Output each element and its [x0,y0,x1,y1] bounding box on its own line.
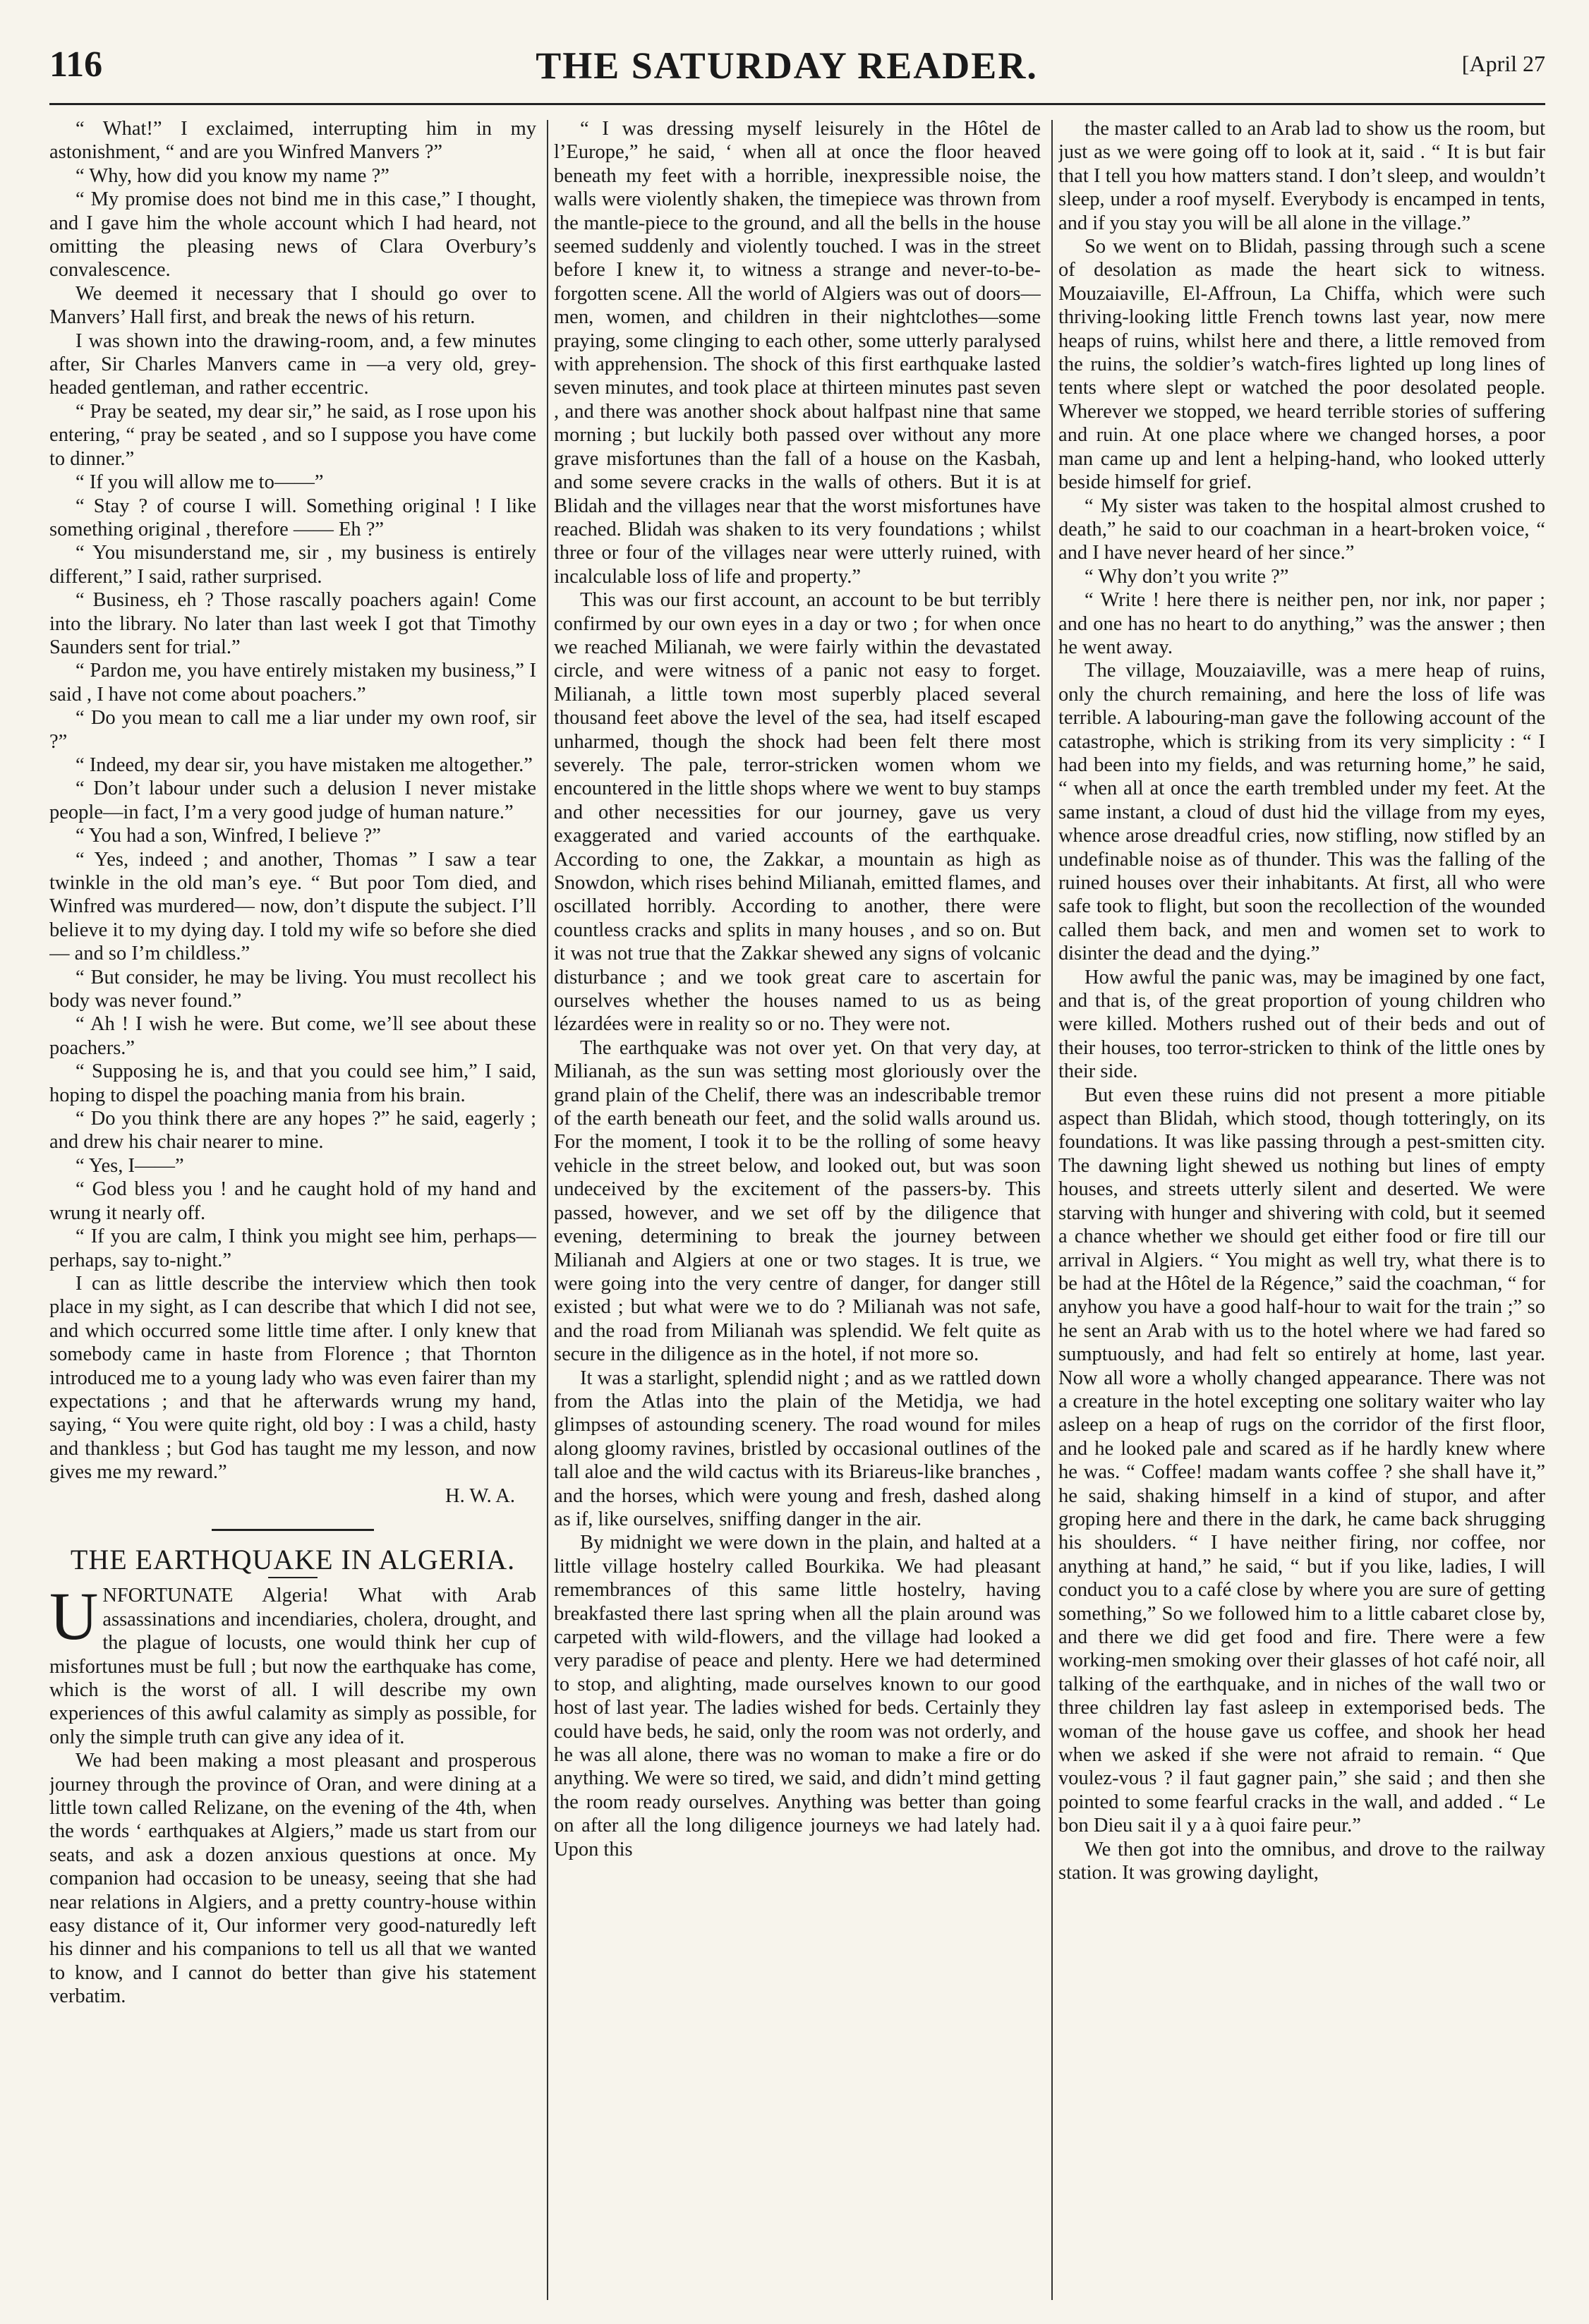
paragraph: By midnight we were down in the plain, and halted at a little village hostelry called Bourkika. We had pleasant remembrances of this same little hostelry, having breakfasted there last spring when all the plain around was carpeted with wild-flowers, and the village had looked a very paradise of peace and plenty. Here we had determined to stop, and alighting, made ourselves known to our good host of last year. The ladies wished for beds. Certainly they could have beds, he said, only the room was not orderly, and he was all alone, there was no woman to make a fire or do anything. We were so tired, we said, and didn’t mind getting the room ready ourselves. Anything was better than going on after all the long diligence journeys we had lately had. Upon this [554,1532,1041,1860]
paragraph: “ I was dressing myself leisurely in the Hôtel de l’Europe,” he said, ‘ when all at once the floor heaved beneath my feet with a horrible, inexpressible noise, the walls were violently shaken, the timepiece was thrown from the mantle-piece to the ground, and all the bells in the house seemed suddenly and violently touched. I was in the street before I knew it, to witness a strange and never-to-be-forgotten scene. All the world of Algiers was out of doors—men, women, and children in their nightclothes—some praying, some clinging to each other, some utterly paralysed with apprehension. The shock of this first earthquake lasted seven minutes, and took place at thirteen minutes past seven , and there was another shock about halfpast nine that same morning ; but luckily both passed over without any more grave misfortunes than the fall of a house on the Kasbah, and some severe cracks in the walls of others. But it is at Blidah and the villages near that the worst misfortunes have reached. Blidah was shaken to its very foundations ; whilst three or four of the villages near were utterly ruined, with incalculable loss of life and property.” [554,118,1041,588]
paragraph: “ But consider, he may be living. You must recollect his body was never found.” [49,966,536,1012]
paragraph: “ Do you think there are any hopes ?” he said, eagerly ; and drew his chair nearer to mine. [49,1108,536,1154]
paragraph: We had been making a most pleasant and prosperous journey through the province of Oran, and were dining at a little town called Relizane, on the evening of the 4th, when the words ‘ earthquakes at Algiers,” made us start from our seats, and ask a dozen anxious questions at once. My companion had occasion to be uneasy, seeing that she had near relations in Algiers, and a pretty country-house within easy distance of it, Our informer very good-naturedly left his dinner and his companions to tell us all that we wanted to know, and I cannot do better than give his statement verbatim. [49,1750,536,2008]
paragraph: “ If you are calm, I think you might see him, perhaps—perhaps, say to-night.” [49,1225,536,1271]
paragraph: The earthquake was not over yet. On that very day, at Milianah, as the sun was setting most gloriously over the grand plain of the Chelif, there was an indescribable tremor of the earth beneath our feet, and the solid walls around us. For the moment, I took it to be the rolling of some heavy vehicle in the street below, and looked out, but was soon undeceived by the excitement of the passers-by. This passed, however, and we set off by the diligence that evening, determining to break the journey between Milianah and Algiers at one or two stages. It is true, we were going into the very centre of danger, for danger still existed ; but what were we to do ? Milianah was not safe, and the road from Milianah was splendid. We felt quite as secure in the diligence as in the hotel, if not more so. [554,1036,1041,1366]
paragraph: “ Ah ! I wish he were. But come, we’ll see about these poachers.” [49,1013,536,1059]
paragraph: “ God bless you ! and he caught hold of my hand and wrung it nearly off. [49,1178,536,1224]
article-title: THE EARTHQUAKE IN ALGERIA. [70,1543,516,1575]
paragraph: The village, Mouzaiaville, was a mere heap of ruins, only the church remaining, and here the loss of life was terrible. A labouring-man gave the following account of the catastrophe, which is striking from its very simplicity : “ I had been into my fields, and was returning home,” he said, “ when all at once the earth trembled under my feet. At the same instant, a cloud of dust hid the village from my eyes, whence arose dreadful cries, now stifling, now stifled by an undefinable noise as of thunder. This was the falling of the ruined houses over their inhabitants. At first, all who were safe took to flight, but soon the recollection of the wounded called them back, and men and women set to work to disinter the dead and the dying.” [1058,660,1545,965]
column-1 [49,117,536,2304]
paragraph: “ Yes, indeed ; and another, Thomas ” I saw a tear twinkle in the old man’s eye. “ But poor Tom died, and Winfred was murdered— now, don’t dispute the subject. I’ll believe it to my dying day. I told my wife so before she died— and so I’m childless.” [49,848,536,965]
paragraph: “ My sister was taken to the hospital almost crushed to death,” he said to our coachman in a heart-broken voice, “ and I have never heard of her since.” [1058,495,1545,564]
paragraph: “ If you will allow me to——” [75,471,324,494]
paragraph: “ Why don’t you write ?” [1084,565,1289,588]
page-number: 116 [49,44,103,85]
column-2 [554,117,1041,2304]
paragraph: “ Stay ? of course I will. Something original ! I like something original , therefore —— Eh ?” [49,495,536,540]
paragraph: I can as little describe the interview which then took place in my sight, as I can describe that which I did not see, and which occurred some little time after. I only knew that somebody came in haste from Florence ; that Thornton introduced me to a young lady who was even fairer than my expectations ; and that he afterwards wrung my hand, saying, “ You were quite right, old boy : I was a child, hasty and thankless ; but God has taught me my lesson, and now gives me my reward.” [49,1272,536,1484]
column-divider [547,120,548,2300]
header-rule [49,103,1545,105]
paragraph: “ Why, how did you know my name ?” [75,164,389,187]
article-lead-text: NFORTUNATE Algeria! What with Arab assassinations and incendiaries, cholera, drought, and the plague of locusts, one would think her cup of misfortunes must be full ; but now the earthquake has come, which is the worst of all. I will describe my own experiences of this awful calamity as simply as possible, for only the simple truth can give any idea of it. [49,1585,536,1748]
paragraph: “ You misunderstand me, sir , my business is entirely different,” I said, rather surprised. [49,542,536,588]
paragraph: But even these ruins did not present a more pitiable aspect than Blidah, which stood, though totteringly, on its foundations. It was like passing through a pest-smitten city. The dawning light shewed us nothing but lines of empty houses, and streets utterly silent and deserted. We were starving with hunger and shivering with cold, but it seemed a chance whether we should get either food or fire till our arrival in Algiers. “ You might as well try, what there is to be had at the Hôtel de la Régence,” said the coachman, “ for anyhow you have a good half-hour to wait for the train ;” so he sent an Arab with us to the hotel where we had fared so sumptuously, and had felt so entirely at home, last year. Now all wore a wholly changed appearance. There was not a creature in the hotel excepting one solitary waiter who lay asleep on a heap of rugs on the corridor of the first floor, and he looked pale and scared as if he hardly knew where he was. “ Coffee! madam wants coffee ? she shall have it,” he said, shaking himself in a kind of stupor, and after groping here and there in the dark, he came back shrugging his shoulders. “ I have neither firing, nor coffee, nor anything at hand,” he said, “ but if you like, ladies, I will conduct you to a café close by where you are sure of getting something,” So we followed him to a little cabaret close by, and there we did get food and fire. There were a few working-men smoking over their glasses of hot café noir, all talking of the earthquake, and in niches of the wall two or three children lay fast asleep in extemporised beds. The woman of the house gave us coffee, and shook her head when we asked if she were not afraid to remain. “ Que voulez-vous ? il faut gagner pain,” she said ; and then she pointed to some fearful cracks in the wall, and added . “ Le bon Dieu sait il y a à quoi faire peur.” [1058,1084,1545,1837]
paragraph: “ Yes, I——” [75,1154,184,1177]
paragraph: We then got into the omnibus, and drove to the railway station. It was growing daylight, [1058,1838,1545,1884]
paragraph: We deemed it necessary that I should go over to Manvers’ Hall first, and break the news of his return. [49,282,536,329]
paragraph: It was a starlight, splendid night ; and as we rattled down from the Atlas into the plain of the Metidja, we had glimpses of astounding scenery. The road wound for miles along gloomy ravines, bristled by occasional outlines of the tall aloe and the wild cactus with its Briareus-like branches , and the horses, which were young and fresh, dashed along as if, like ourselves, sniffing danger in the air. [554,1367,1041,1530]
story-signature: H. W. A. [445,1484,515,1507]
article-lead-paragraph [49,1578,536,1749]
issue-date: [April 27 [1461,51,1545,76]
page-header [28,44,1545,93]
paragraph: I was shown into the drawing-room, and, a few minutes after, Sir Charles Manvers came in —a very old, grey-headed gentleman, and rather eccentric. [49,329,536,399]
drop-cap: U [49,1578,99,1654]
paragraph: “ Business, eh ? Those rascally poachers again! Come into the library. No later than last week I got that Timothy Saunders sent for trial.” [49,589,536,658]
paragraph: “ Indeed, my dear sir, you have mistaken me altogether.” [75,754,533,776]
section-divider [212,1529,374,1531]
paragraph: “ Don’t labour under such a delusion I never mistake people—in fact, I’m a very good judge of human nature.” [49,777,536,823]
column-divider [1051,120,1053,2300]
paragraph: This was our first account, an account to be but terribly confirmed by our own eyes in a day or two ; for when once we reached Milianah, we were fairly within the devastated circle, and were witness of a panic not easy to forget. Milianah, a little town most superbly placed several thousand feet above the level of the sea, had itself escaped unharmed, though the shock had been felt there most severely. The pale, terror-stricken women whom we encountered in the little shops where we went to buy stamps and other necessities for our journey, gave us very exaggerated and varied accounts of the earthquake. According to one, the Zakkar, a mountain as high as Snowdon, which rises behind Milianah, emitted flames, and oscillated horribly. According to another, there were countless cracks and splits in many houses , and so on. But it was not true that the Zakkar shewed any signs of volcanic disturbance ; and we took great care to ascertain for ourselves whether the houses named to us as being lézardées were in reality so or no. They were not. [554,589,1041,1036]
paragraph: So we went on to Blidah, passing through such a scene of desolation as made the heart sick to witness. Mouzaiaville, El-Affroun, La Chiffa, which were such thriving-looking little French towns last year, now mere heaps of ruins, whilst here and there, a little removed from the ruins, the soldier’s watch-fires lighted up long lines of tents where slept or watched the poor desolated people. Wherever we stopped, we heard terrible stories of suffering and ruin. At one place where we changed horses, a poor man came up and lent a helping-hand, who looked utterly beside himself for grief. [1058,236,1545,494]
paragraph: “ Write ! here there is neither pen, nor ink, nor paper ; and one has no heart to do anything,” was the answer ; then he went away. [1058,589,1545,658]
paragraph: “ Supposing he is, and that you could see him,” I said, hoping to dispel the poaching mania from his brain. [49,1060,536,1106]
column-3 [1058,117,1545,2304]
title-rule [268,1577,318,1578]
paragraph: How awful the panic was, may be imagined by one fact, and that is, of the great proportion of young children who were killed. Mothers rushed out of their beds and out of their houses, too terror-stricken to think of the little ones by their side. [1058,966,1545,1083]
paragraph: “ Pray be seated, my dear sir,” he said, as I rose upon his entering, “ pray be seated , and so I suppose you have come to dinner.” [49,400,536,470]
paragraph: “ Pardon me, you have entirely mistaken my business,” I said , I have not come about poachers.” [49,660,536,706]
masthead-title: THE SATURDAY READER. [536,44,1038,87]
paragraph: the master called to an Arab lad to show us the room, but just as we were going off to look at it, said . “ It is but fair that I tell you how matters stand. I don’t sleep, and wouldn’t sleep, under a roof myself. Everybody is encamped in tents, and if you stay you will be all alone in the village.” [1058,118,1545,234]
paragraph: “ My promise does not bind me in this case,” I thought, and I gave him the whole account which I had heard, not omitting the pleasing news of Clara Overbury’s convalescence. [49,188,536,282]
paragraph: “ Do you mean to call me a liar under my own roof, sir ?” [49,707,536,753]
paragraph: “ What!” I exclaimed, interrupting him in my astonishment, “ and are you Winfred Manvers ?” [49,118,536,164]
paragraph: “ You had a son, Winfred, I believe ?” [75,825,381,847]
